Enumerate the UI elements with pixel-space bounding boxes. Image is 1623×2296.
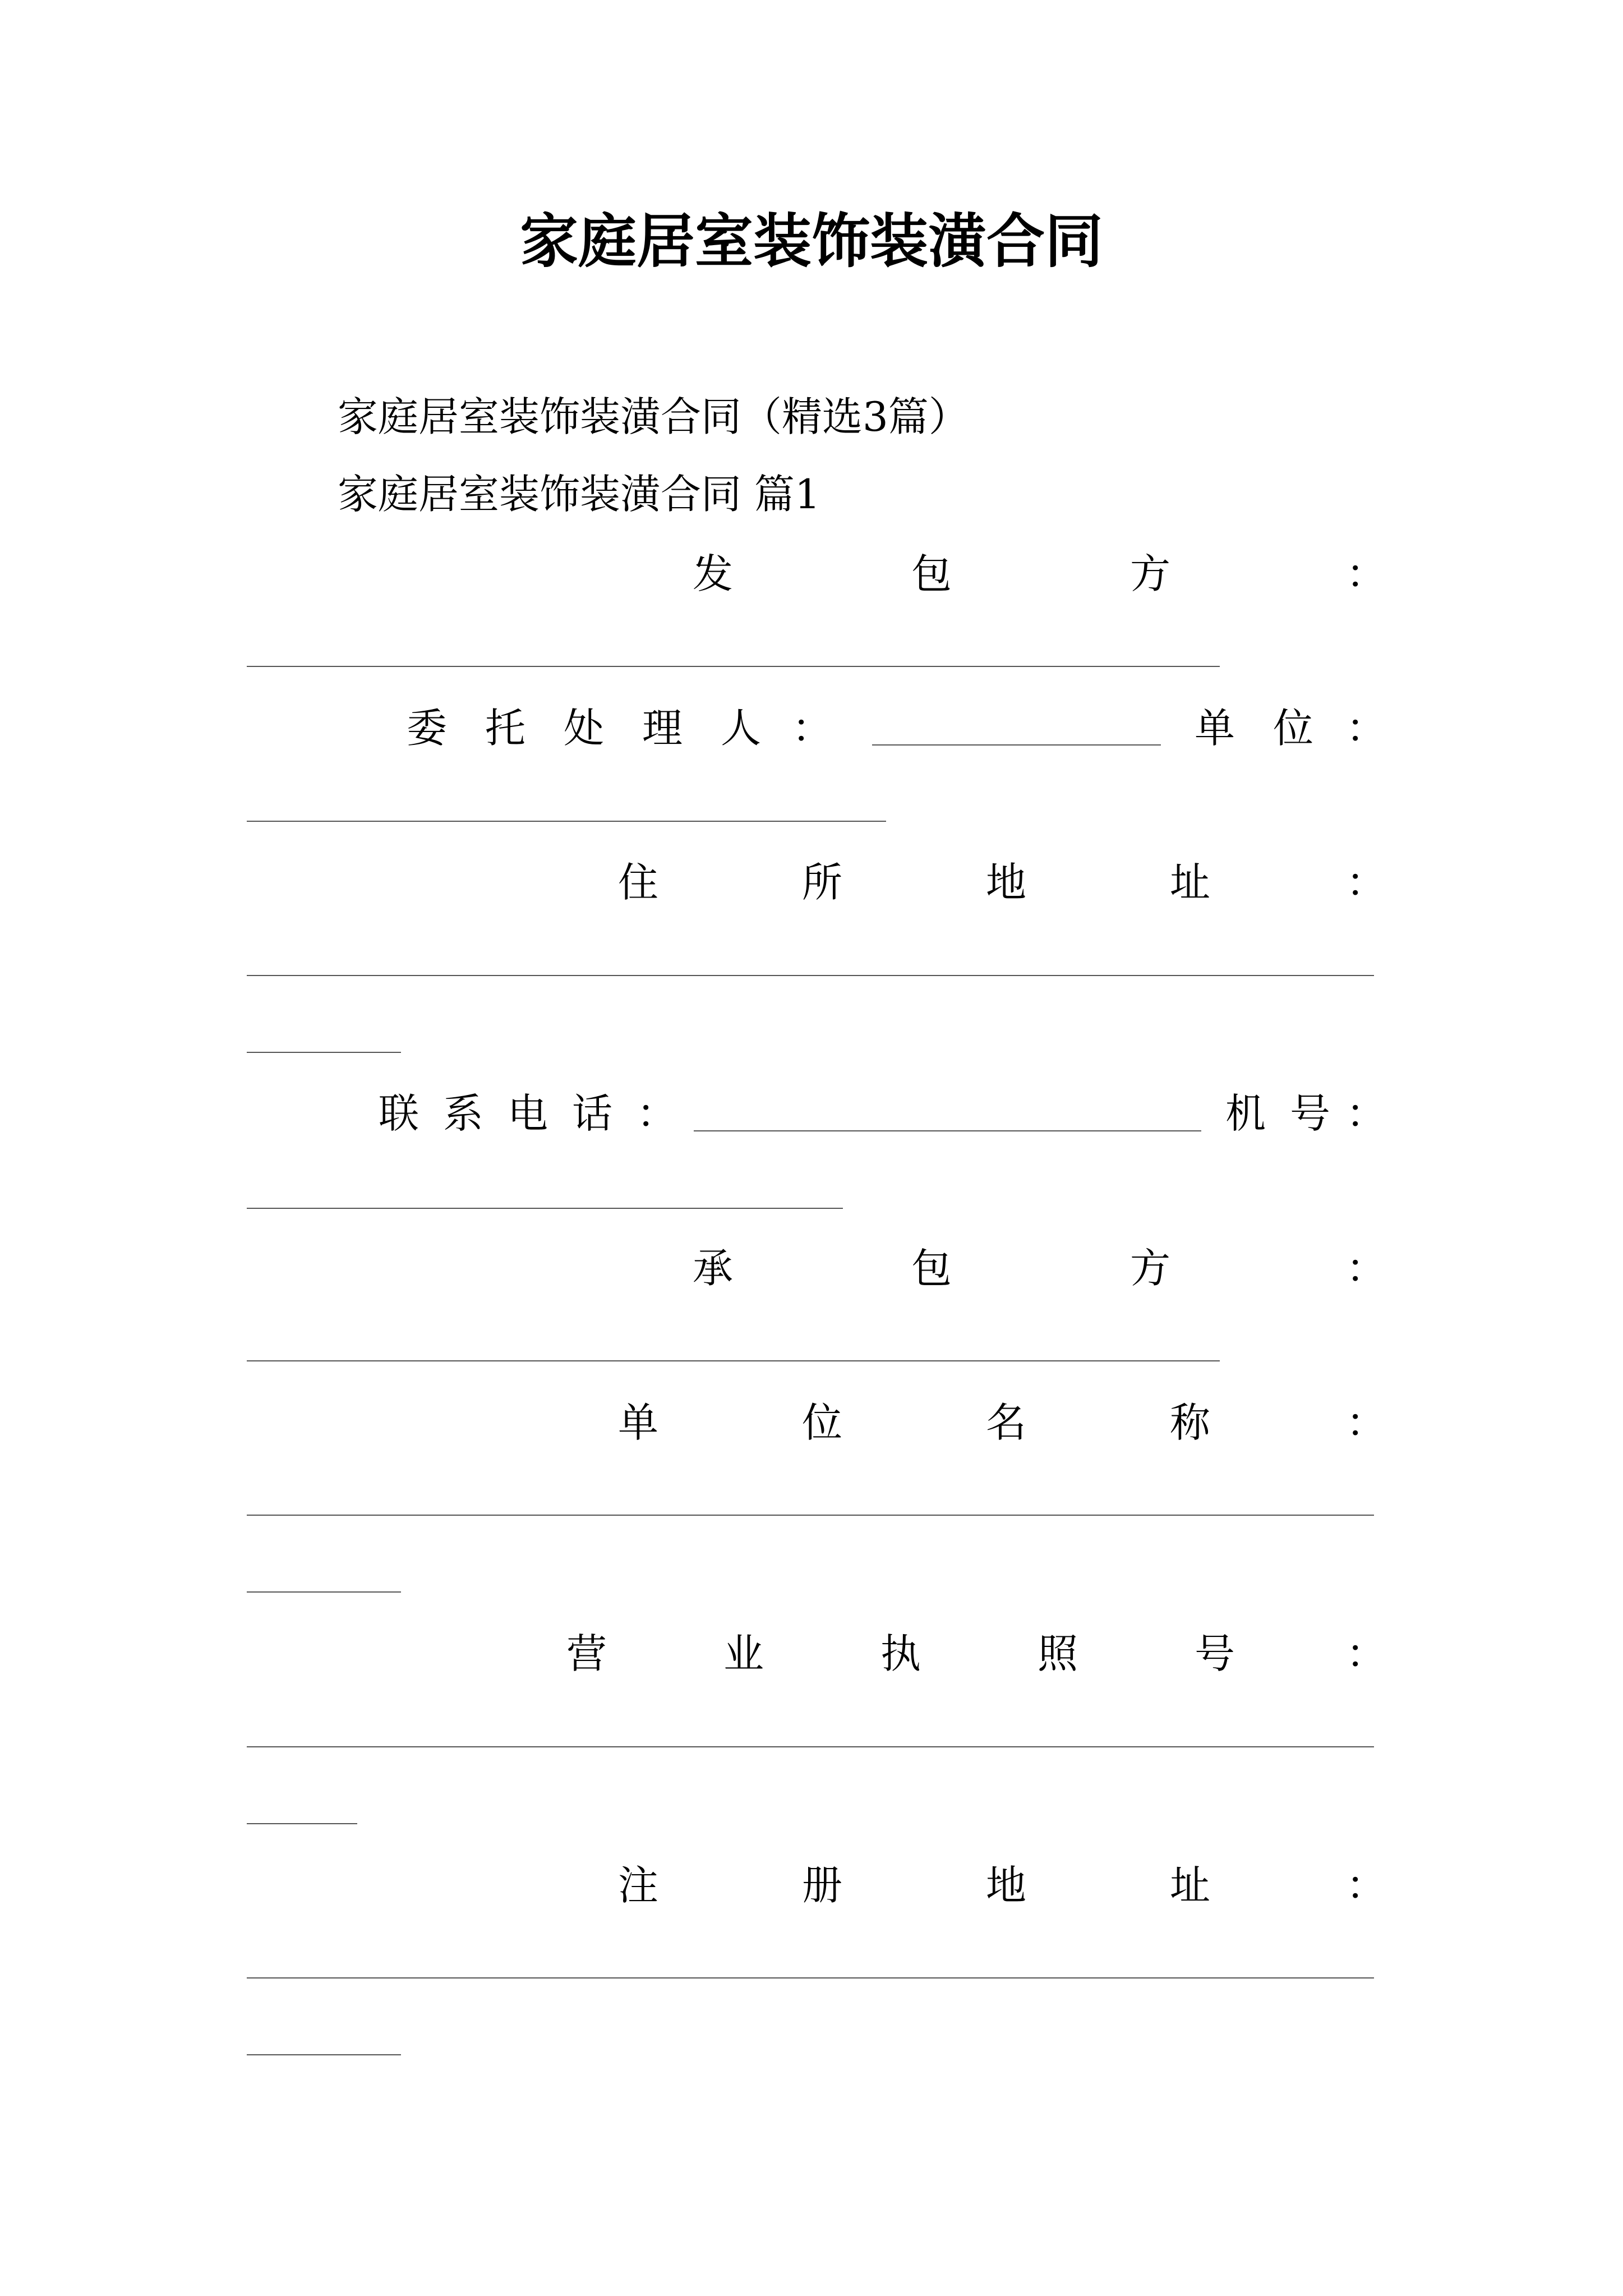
label-char: 包 — [911, 550, 952, 597]
document-subtitle: 家庭居室装饰装潢合同（精选3篇） — [338, 393, 969, 440]
label-colon: ： — [792, 705, 833, 752]
fill-line-danwei[interactable] — [247, 821, 886, 822]
label-char: 承 — [693, 1245, 734, 1292]
label-colon: ： — [1346, 705, 1387, 752]
label-char: 包 — [911, 1245, 952, 1292]
label-char: 机 — [1225, 1090, 1266, 1137]
field-label-chengbaofang — [247, 1241, 1387, 1295]
label-char: 发 — [693, 550, 734, 597]
fill-line-jihao[interactable] — [247, 1208, 843, 1209]
label-char: 人 — [721, 705, 762, 752]
label-colon: ： — [637, 1090, 677, 1137]
label-char: 委 — [407, 705, 448, 752]
label-char: 地 — [986, 1862, 1027, 1909]
label-char: 称 — [1170, 1399, 1211, 1446]
field-label-danwei-mingcheng — [247, 1396, 1387, 1450]
label-char: 处 — [564, 705, 605, 752]
label-char: 地 — [986, 859, 1027, 906]
fill-line-weituo[interactable] — [872, 744, 1161, 746]
label-char: 单 — [1195, 705, 1235, 752]
field-label-zhuce — [247, 1858, 1387, 1912]
label-char: 照 — [1038, 1630, 1078, 1677]
label-char: 号 — [1195, 1630, 1235, 1677]
label-char: 址 — [1170, 859, 1211, 906]
fill-line-danwei-mingcheng-cont[interactable] — [247, 1591, 401, 1593]
label-colon: ： — [1346, 1399, 1387, 1446]
label-char: 单 — [618, 1399, 659, 1446]
fill-line-zhuce[interactable] — [247, 1977, 1374, 1978]
label-char: 执 — [880, 1630, 921, 1677]
label-char: 托 — [485, 705, 526, 752]
label-colon: ： — [1346, 1630, 1387, 1677]
fill-line-lianxi[interactable] — [694, 1130, 1201, 1131]
label-char: 电 — [508, 1090, 548, 1137]
fill-line-chengbaofang[interactable] — [247, 1360, 1220, 1361]
fill-line-yingye-cont[interactable] — [247, 1823, 357, 1824]
label-colon: ： — [1346, 1862, 1387, 1909]
label-char: 名 — [986, 1399, 1027, 1446]
fill-line-yingye[interactable] — [247, 1746, 1374, 1747]
label-char: 注 — [618, 1862, 659, 1909]
label-char: 系 — [443, 1090, 484, 1137]
label-char: 位 — [802, 1399, 843, 1446]
label-char: 话 — [572, 1090, 613, 1137]
label-colon: ： — [1346, 859, 1387, 906]
fill-line-danwei-mingcheng[interactable] — [247, 1515, 1374, 1516]
label-colon: ： — [1346, 1245, 1387, 1292]
label-char: 所 — [802, 859, 843, 906]
label-char: 理 — [642, 705, 683, 752]
field-label-lianxi — [247, 1087, 1387, 1140]
fill-line-zhusuo[interactable] — [247, 975, 1374, 976]
label-colon: ： — [1346, 1090, 1387, 1137]
label-char: 营 — [566, 1630, 607, 1677]
label-colon: ： — [1346, 550, 1387, 597]
label-char: 号 — [1290, 1090, 1331, 1137]
label-char: 位 — [1273, 705, 1314, 752]
label-char: 联 — [379, 1090, 419, 1137]
document-title: 家庭居室装饰装潢合同 — [519, 206, 1103, 275]
label-char: 住 — [618, 859, 659, 906]
label-char: 方 — [1130, 1245, 1171, 1292]
section-heading: 家庭居室装饰装潢合同 篇1 — [338, 471, 820, 518]
field-label-fabaofang — [247, 547, 1387, 601]
label-char: 业 — [723, 1630, 764, 1677]
field-label-weituo — [247, 701, 1387, 755]
label-char: 册 — [802, 1862, 843, 1909]
field-label-yingye — [247, 1627, 1387, 1681]
fill-line-fabaofang[interactable] — [247, 666, 1220, 667]
label-char: 方 — [1130, 550, 1171, 597]
fill-line-zhusuo-cont[interactable] — [247, 1052, 401, 1053]
fill-line-zhuce-cont[interactable] — [247, 2054, 401, 2055]
label-char: 址 — [1170, 1862, 1211, 1909]
field-label-zhusuo — [247, 855, 1387, 909]
